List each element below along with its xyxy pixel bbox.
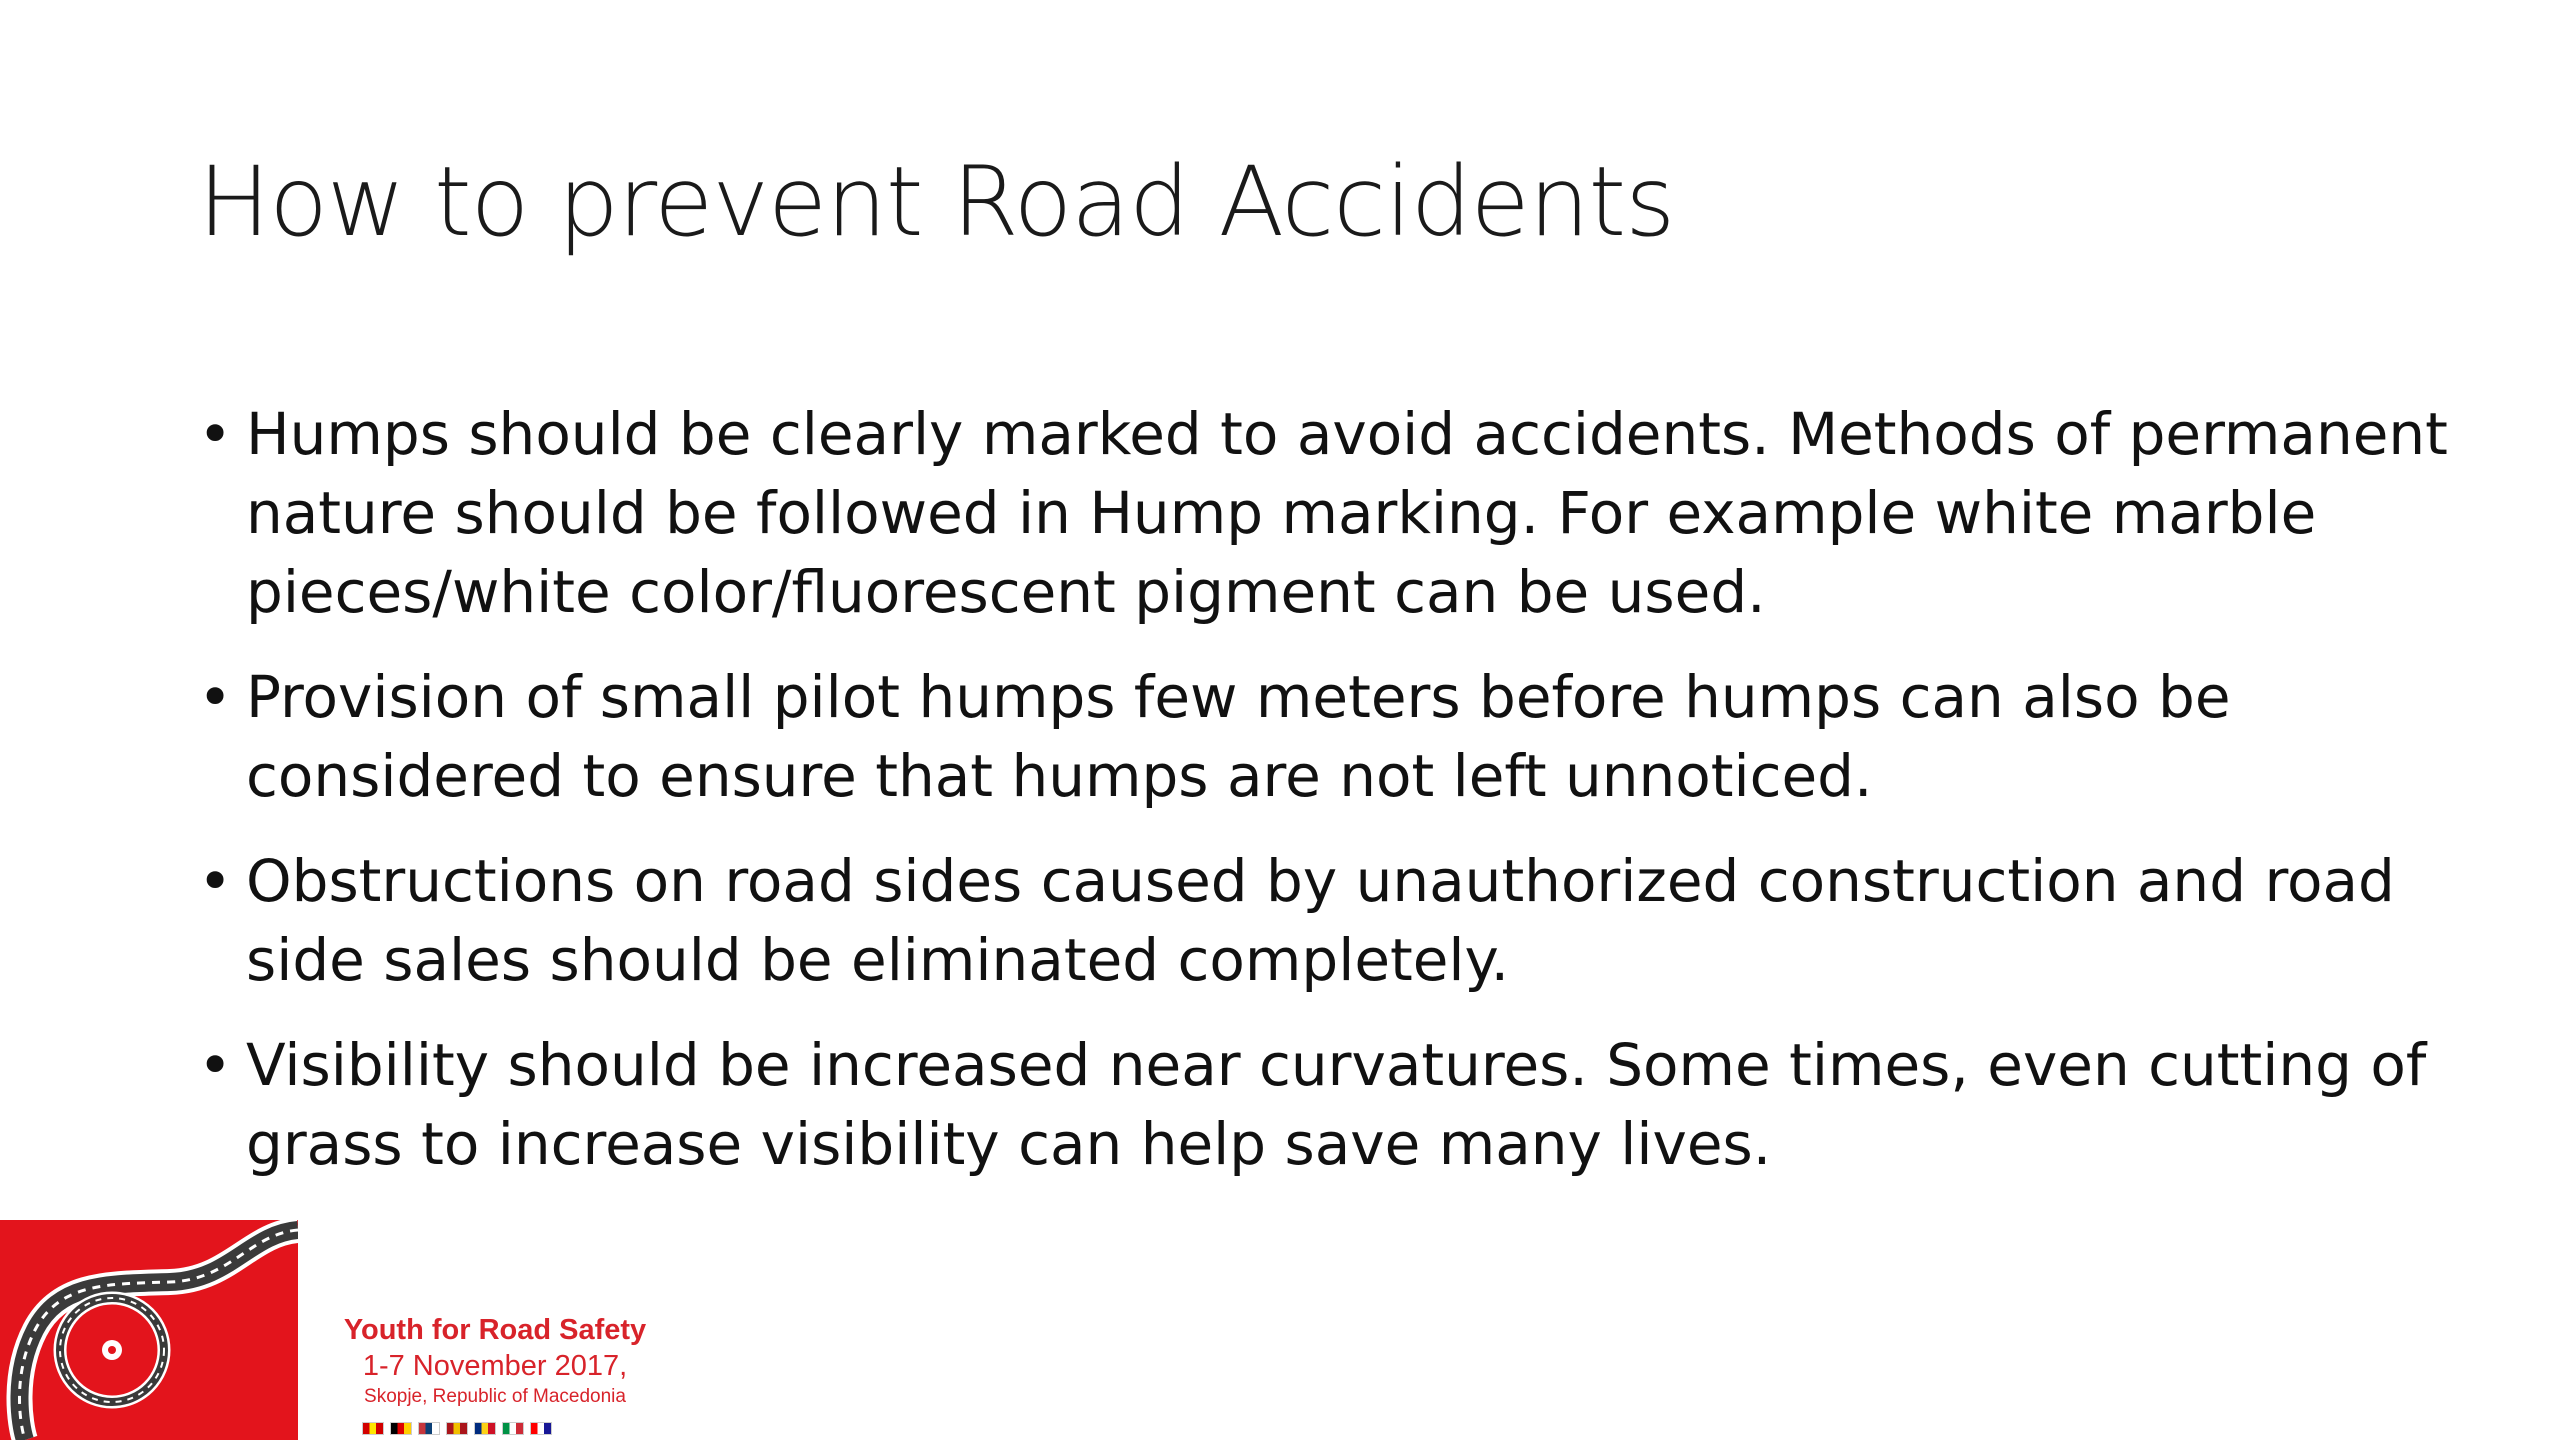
italy-flag-icon <box>502 1422 524 1435</box>
germany-flag-icon <box>390 1422 412 1435</box>
bullet-icon: • <box>198 400 233 468</box>
event-title: Youth for Road Safety <box>343 1314 647 1346</box>
bullet-list <box>198 395 2458 1210</box>
bullet-icon: • <box>198 847 233 915</box>
bullet-item <box>198 395 2458 632</box>
bullet-icon: • <box>198 663 233 731</box>
bullet-text: Provision of small pilot humps few meters before humps can also be considered to ensure that humps are not left unnoticed. <box>246 663 2231 810</box>
bullet-item <box>198 658 2458 816</box>
macedonia-flag-icon <box>362 1422 384 1435</box>
spain-flag-icon <box>446 1422 468 1435</box>
bullet-item <box>198 842 2458 1000</box>
slide-title: How to prevent Road Accidents <box>198 146 1675 258</box>
event-logo-area <box>0 1220 700 1440</box>
bullet-item <box>198 1026 2458 1184</box>
bullet-icon: • <box>198 1031 233 1099</box>
partner-flags <box>362 1422 552 1435</box>
romania-flag-icon <box>474 1422 496 1435</box>
bullet-text: Obstructions on road sides caused by unauthorized construction and road side sales should be eliminated completely. <box>246 847 2395 994</box>
bullet-text: Visibility should be increased near curvatures. Some times, even cutting of grass to increase visibility can help save many lives. <box>246 1031 2427 1178</box>
road-safety-logo-icon <box>0 1220 298 1440</box>
event-dates: 1-7 November 2017, <box>362 1350 628 1382</box>
bullet-text: Humps should be clearly marked to avoid accidents. Methods of permanent nature should be followed in Hump marking. For example white marble pieces/white color/fluorescent pigment can be used. <box>246 400 2448 626</box>
event-place: Skopje, Republic of Macedonia <box>364 1386 626 1407</box>
serbia-flag-icon <box>418 1422 440 1435</box>
event-info <box>300 1312 690 1410</box>
croatia-flag-icon <box>530 1422 552 1435</box>
